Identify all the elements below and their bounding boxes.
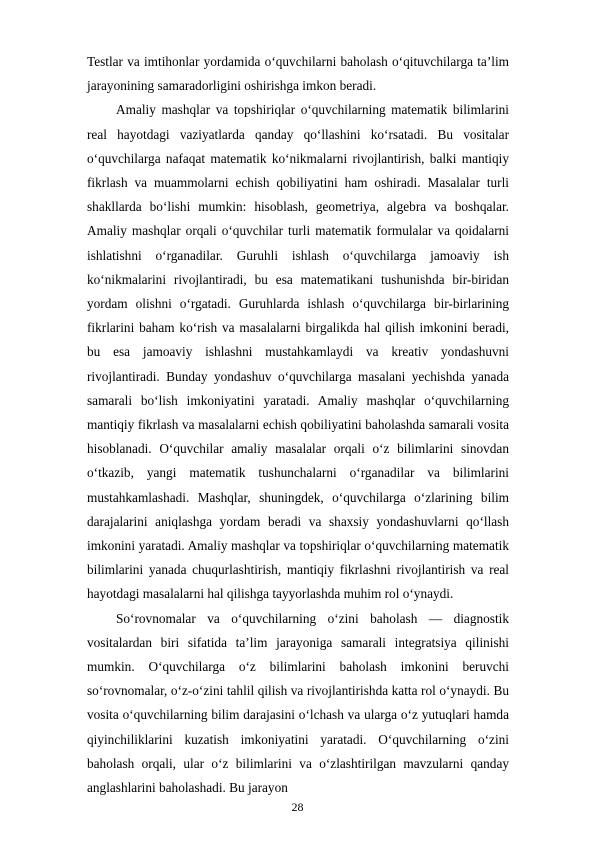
body-text bbox=[87, 50, 509, 800]
paragraph-testing-conclusion: Testlar va imtihonlar yordamida o‘quvchilarni baholash o‘qituvchilarga ta’lim jarayonining samaradorligini oshirishga imkon beradi. bbox=[87, 54, 509, 94]
paragraph-surveys-self-assessment: So‘rovnomalar va o‘quvchilarning o‘zini baholash — diagnostik vositalardan biri sifatida ta’lim jarayoniga samarali integratsiya qilinishi mumkin. O‘quvchilarga o‘z bilimlarini baholash imkonini beruvchi so‘rovnomalar, o‘z-o‘zini tahlil qilish va rivojlantirishda katta rol o‘ynaydi. Bu vosita o‘quvchilarning bilim darajasini o‘lchash va ularga o‘z yutuqlari hamda qiyinchiliklarini kuzatish imkoniyatini yaratadi. O‘quvchilarning o‘zini baholash orqali, ular o‘z bilimlarini va o‘zlashtirilgan mavzularni qanday anglashlarini baholashadi. Bu jarayon bbox=[87, 610, 509, 796]
page-number: 28 bbox=[291, 800, 304, 814]
paragraph-practical-exercises: Amaliy mashqlar va topshiriqlar o‘quvchilarning matematik bilimlarini real hayotdagi vaziyatlarda qanday qo‘llashini ko‘rsatadi. Bu vositalar o‘quvchilarga nafaqat matematik ko‘nikmalarni rivojlantirish, balki mantiqiy fikrlash va muammolarni echish qobiliyatini ham oshiradi. Masalalar turli shakllarda bo‘lishi mumkin: hisoblash, geometriya, algebra va boshqalar. Amaliy mashqlar orqali o‘quvchilar turli matematik formulalar va qoidalarni ishlatishni o‘rganadilar. Guruhli ishlash o‘quvchilarga jamoaviy ish ko‘nikmalarini rivojlantiradi, bu esa matematikani tushunishda bir-biridan yordam olishni o‘rgatadi. Guruhlarda ishlash o‘quvchilarga bir-birlarining fikrlarini baham ko‘rish va masalalarni birgalikda hal qilish imkonini beradi, bu esa jamoaviy ishlashni mustahkamlaydi va kreativ yondashuvni rivojlantiradi. Bunday yondashuv o‘quvchilarga masalani yechishda yanada samarali bo‘lish imkoniyatini yaratadi. Amaliy mashqlar o‘quvchilarning mantiqiy fikrlash va masalalarni echish qobiliyatini baholashda samarali vosita hisoblanadi. O‘quvchilar amaliy masalalar orqali o‘z bilimlarini sinovdan o‘tkazib, yangi matematik tushunchalarni o‘rganadilar va bilimlarini mustahkamlashadi. Mashqlar, shuningdek, o‘quvchilarga o‘zlarining bilim darajalarini aniqlashga yordam beradi va shaxsiy yondashuvlarni qo‘llash imkonini yaratadi. Amaliy mashqlar va topshiriqlar o‘quvchilarning matematik bilimlarini yanada chuqurlashtirish, mantiqiy fikrlashni rivojlantirish va real hayotdagi masalalarni hal qilishga tayyorlashda muhim rol o‘ynaydi. bbox=[87, 102, 509, 602]
